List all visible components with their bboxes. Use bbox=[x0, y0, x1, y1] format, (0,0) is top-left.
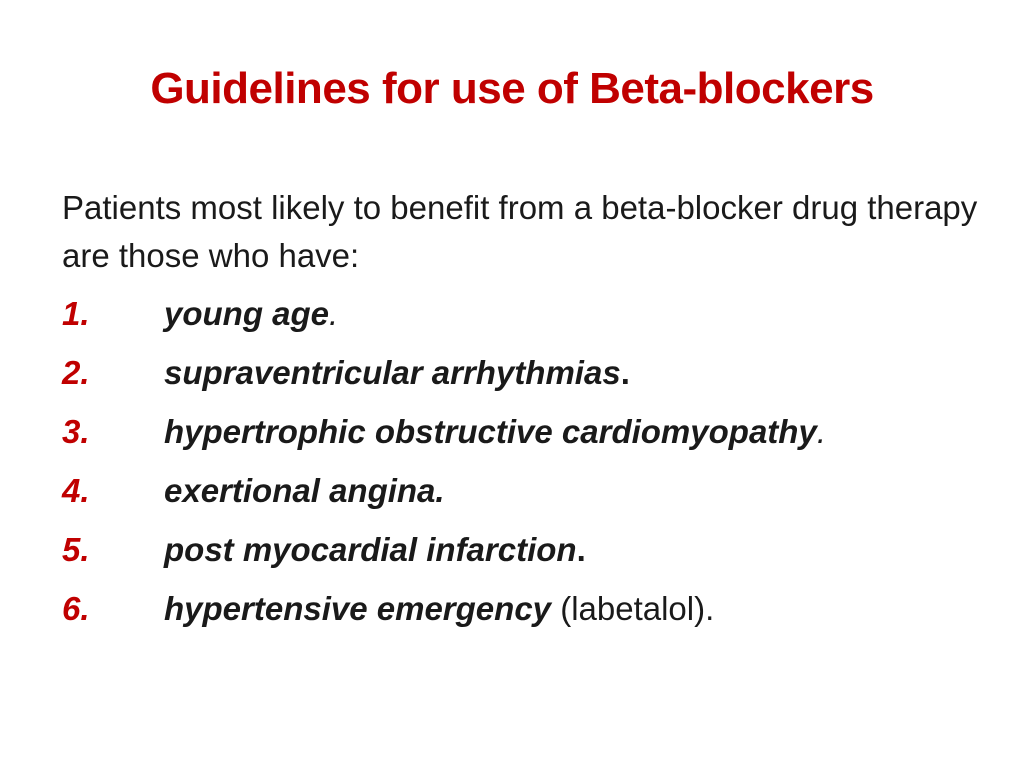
list-item-punctuation: . bbox=[576, 531, 586, 568]
list-item-text bbox=[164, 290, 338, 338]
list-item-text bbox=[164, 349, 630, 397]
list-item bbox=[62, 349, 982, 408]
list-item bbox=[62, 408, 982, 467]
list-item-punctuation: . bbox=[620, 354, 630, 391]
list-item-term: hypertensive emergency bbox=[164, 590, 552, 627]
list-item-term: post myocardial infarction bbox=[164, 531, 577, 568]
list-item-punctuation: . bbox=[329, 295, 339, 332]
list-item-term: supraventricular arrhythmias bbox=[164, 354, 621, 391]
list-item-number: 2. bbox=[62, 354, 90, 391]
list-item-text bbox=[164, 408, 826, 456]
list-item-term: hypertrophic obstructive cardiomyopathy bbox=[164, 413, 817, 450]
list-item bbox=[62, 585, 982, 644]
list-item-text bbox=[164, 585, 714, 633]
list-item bbox=[62, 467, 982, 526]
list-item-number: 6. bbox=[62, 590, 90, 627]
slide-body bbox=[62, 184, 982, 644]
list-item-number: 1. bbox=[62, 295, 90, 332]
list-item-text bbox=[164, 526, 586, 574]
indication-list bbox=[62, 290, 982, 644]
list-item-term: young age bbox=[164, 295, 330, 332]
intro-paragraph: Patients most likely to benefit from a beta-blocker drug therapy are those who have: bbox=[62, 189, 978, 274]
slide-title: Guidelines for use of Beta-blockers bbox=[150, 64, 874, 113]
list-item-number: 4. bbox=[62, 472, 90, 509]
list-item-term: exertional angina. bbox=[164, 472, 445, 509]
list-item bbox=[62, 526, 982, 585]
list-item-punctuation: . bbox=[816, 413, 826, 450]
list-item bbox=[62, 290, 982, 349]
list-item-note: (labetalol). bbox=[551, 590, 715, 627]
list-item-text bbox=[164, 467, 445, 515]
list-item-number: 3. bbox=[62, 413, 90, 450]
list-item-number: 5. bbox=[62, 531, 90, 568]
